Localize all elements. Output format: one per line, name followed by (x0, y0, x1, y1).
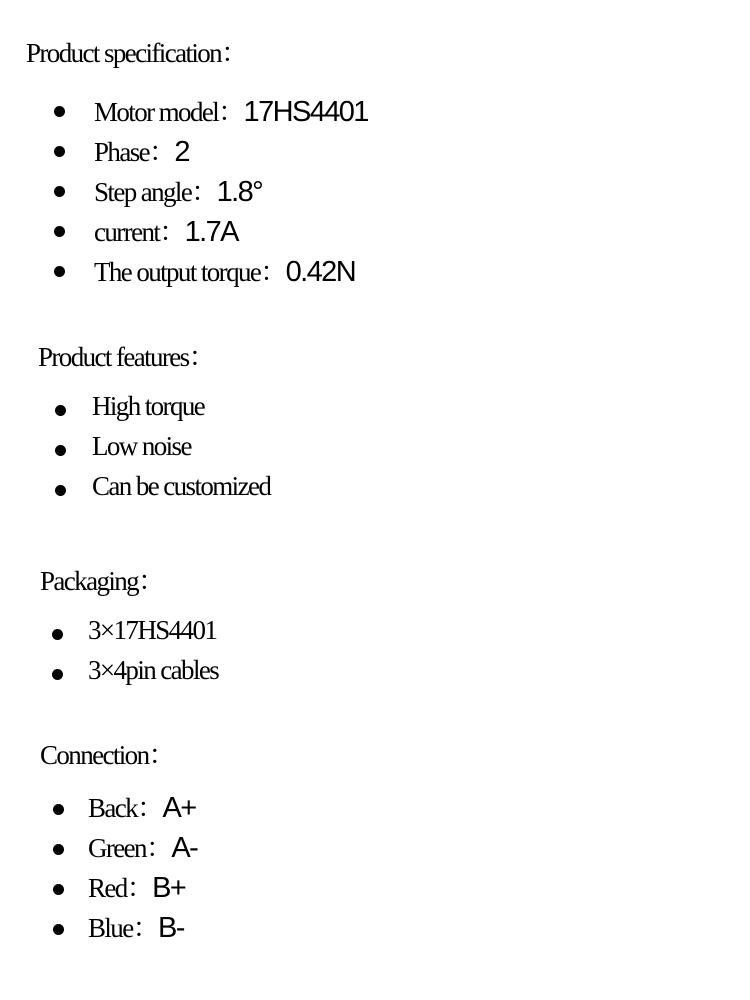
connection-label-text: Blue： (88, 913, 158, 943)
packaging-heading: Packaging： (40, 566, 164, 596)
connection-label (88, 834, 197, 863)
specification-heading: Product specification： (26, 38, 247, 68)
bullet-icon (54, 226, 65, 237)
spec-value: 1.7A (184, 216, 238, 248)
bullet-icon (53, 884, 64, 895)
bullet-icon (55, 405, 66, 416)
bullet-icon (54, 186, 65, 197)
spec-value: 2 (174, 136, 189, 168)
features-heading: Product features： (38, 342, 214, 372)
bullet-icon (54, 266, 65, 277)
feature-label: Low noise (92, 431, 191, 461)
connection-value: A- (171, 832, 198, 864)
bullet-icon (53, 924, 64, 935)
connection-label-text: Green： (88, 833, 172, 863)
connection-label (88, 794, 196, 823)
packaging-label: 3×17HS4401 (88, 615, 217, 645)
spec-label (94, 138, 189, 167)
spec-value: 1.8° (216, 176, 263, 208)
spec-label-text: Motor model： (94, 97, 244, 127)
connection-label-text: Red： (88, 873, 153, 903)
connection-label (88, 874, 185, 903)
spec-value: 17HS4401 (243, 96, 368, 128)
connection-value: B+ (152, 872, 186, 904)
spec-label (94, 178, 262, 207)
feature-label: High torque (92, 391, 205, 421)
bullet-icon (53, 844, 64, 855)
bullet-icon (52, 669, 63, 680)
spec-label-text: Phase： (94, 137, 175, 167)
spec-label (94, 218, 238, 247)
spec-label (94, 98, 368, 127)
bullet-icon (52, 629, 63, 640)
spec-label-text: current： (94, 217, 185, 247)
connection-value: A+ (162, 792, 196, 824)
spec-value: 0.42N (285, 256, 356, 288)
connection-label-text: Back： (88, 793, 163, 823)
spec-label-text: The output torque： (94, 257, 286, 287)
packaging-label: 3×4pin cables (88, 655, 219, 685)
bullet-icon (54, 106, 65, 117)
bullet-icon (53, 804, 64, 815)
bullet-icon (55, 445, 66, 456)
feature-label: Can be customized (92, 471, 271, 501)
connection-value: B- (158, 912, 184, 944)
connection-heading: Connection： (40, 740, 174, 770)
bullet-icon (54, 146, 65, 157)
spec-label (94, 258, 355, 287)
connection-label (88, 914, 184, 943)
bullet-icon (55, 485, 66, 496)
spec-label-text: Step angle： (94, 177, 217, 207)
